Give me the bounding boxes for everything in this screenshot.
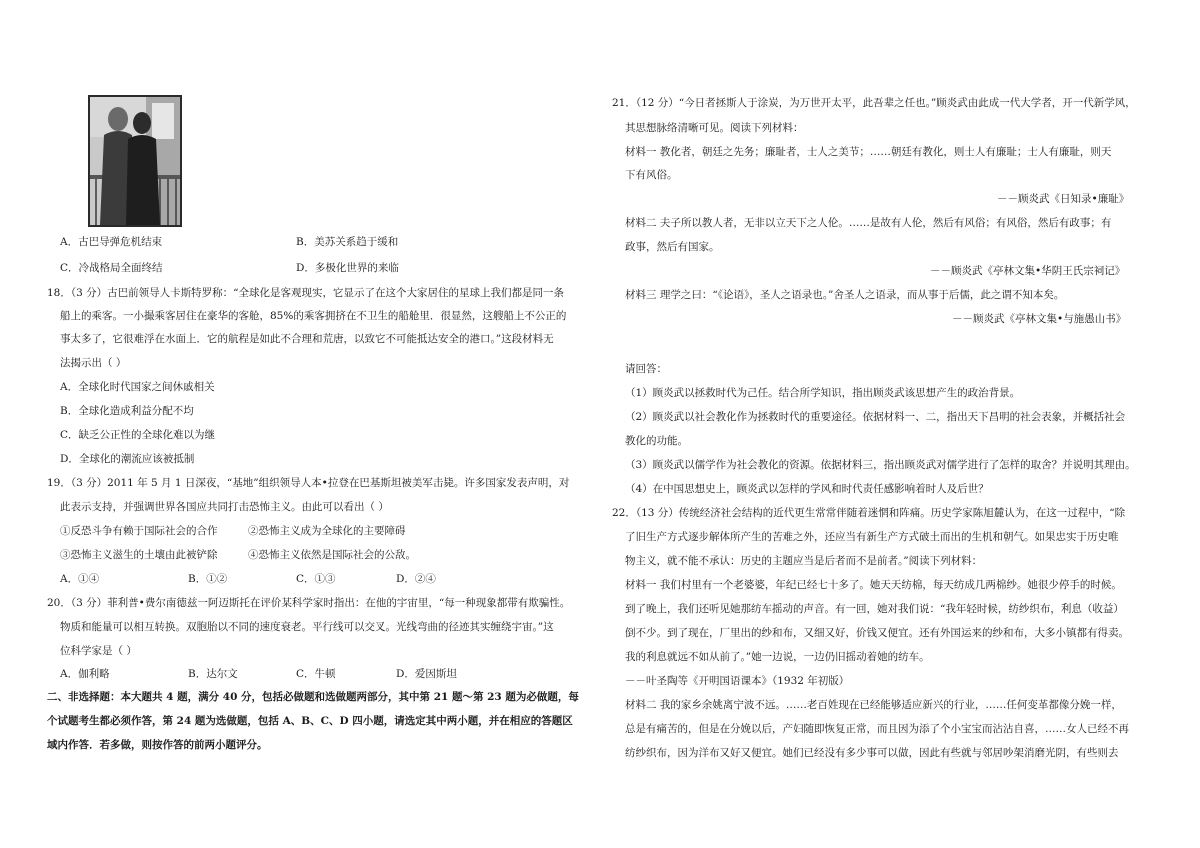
q19-statement-1: ①反恐斗争有赖于国际社会的合作: [60, 525, 218, 537]
q18-stem-line-4: 法揭示出（ ）: [60, 357, 127, 369]
q22-material-1-line-2: 到了晚上，我们还听见她那纺车摇动的声音。有一回，她对我们说：“我年轻时候，纺纱织布，利息（收益）: [625, 603, 1124, 615]
q19-option-b: B．①②: [188, 573, 228, 585]
q18-option-a: A．全球化时代国家之间休戚相关: [60, 381, 215, 393]
q21-material-1-line-1: 材料一 教化者，朝廷之先务；廉耻者，士人之美节；……朝廷有教化，则士人有廉耻；士人有廉耻，则天: [625, 146, 1112, 158]
q21-part-2-line-1: （2）顾炎武以社会教化作为拯救时代的重要途径。依据材料一、二，指出天下昌明的社会表象，并概括社会: [625, 411, 1126, 423]
q21-stem-line-1: 21．（12 分）“今日者拯斯人于涂炭，为万世开太平，此吾辈之任也。”顾炎武由此成一代大学者，开一代新学风，: [612, 97, 1136, 109]
q18-stem-line-2: 船上的乘客。一小撮乘客居住在豪华的客舱，85%的乘客拥挤在不卫生的船舱里．很显然，这艘船上不公正的: [60, 310, 567, 322]
q22-material-1-line-3: 倒不少。到了现在，厂里出的纱和布，又细又好，价钱又便宜。还有外国运来的纱和布，大多小镇都有得卖。: [625, 627, 1129, 639]
q22-stem-line-3: 物主义，就不能不承认：历史的主题应当是后者而不是前者。”阅读下列材料：: [625, 555, 983, 567]
q22-stem-line-2: 了旧生产方式逐步解体所产生的苦难之外，还应当有新生产方式破土而出的生机和朝气。如果忠实于历史唯: [625, 531, 1119, 543]
q19-option-c: C．①③: [296, 573, 336, 585]
q21-material-2-line-1: 材料二 夫子所以教人者，无非以立天下之人伦。……是故有人伦，然后有风俗；有风俗，然后有政事；有: [625, 217, 1112, 229]
q17-option-c: C．冷战格局全面终结: [60, 262, 163, 274]
q22-material-2-line-3: 纺纱织布，因为洋布又好又便宜。她们已经没有多少事可以做，因此有些就与邻居吵架消磨光阴，有些则去: [625, 747, 1119, 759]
q21-source-3: －－顾炎武《亭林文集•与施愚山书》: [952, 313, 1127, 325]
q19-stem-line-1: 19．（3 分）2011 年 5 月 1 日深夜，“基地”组织领导人本•拉登在巴基斯坦被美军击毙。许多国家发表声明，对: [47, 477, 570, 489]
q22-material-1-line-1: 材料一 我们村里有一个老婆婆，年纪已经七十多了。她天天纺棉，每天纺成几两棉纱。她很少停手的时候。: [625, 579, 1122, 591]
q21-material-1-line-2: 下有风俗。: [625, 169, 678, 181]
q21-prompt: 请回答：: [625, 363, 667, 375]
q21-part-4: （4）在中国思想史上，顾炎武以怎样的学风和时代责任感影响着时人及后世？: [625, 483, 989, 495]
section2-heading-line-1: 二、非选择题：本大题共 4 题，满分 40 分，包括必做题和选做题两部分，其中第 21 题～第 23 题为必做题，每: [47, 691, 579, 703]
q19-statement-4: ④恐怖主义依然是国际社会的公敌。: [248, 549, 416, 561]
q20-stem-line-3: 位科学家是（ ）: [60, 645, 137, 657]
q20-option-a: A．伽利略: [60, 668, 110, 680]
q19-statement-3: ③恐怖主义滋生的土壤由此被铲除: [60, 549, 218, 561]
q21-source-1: －－顾炎武《日知录•廉耻》: [997, 193, 1130, 205]
question-photo: [88, 95, 182, 227]
section2-heading-line-3: 域内作答．若多做，则按作答的前两小题评分。: [47, 739, 268, 751]
q22-material-1-line-4: 我的利息就远不如从前了。”她一边说，一边仍旧摇动着她的纺车。: [625, 651, 930, 663]
q22-material-2-line-1: 材料二 我的家乡余姚离宁波不远。……老百姓现在已经能够适应新兴的行业，……任何变革都像分娩一样，: [625, 699, 1122, 711]
q17-option-b: B．美苏关系趋于缓和: [296, 236, 399, 248]
q20-option-c: C．牛顿: [296, 668, 336, 680]
q20-option-b: B．达尔文: [188, 668, 238, 680]
q20-stem-line-2: 物质和能量可以相互转换。双胞胎以不同的速度衰老。平行线可以交叉。光线弯曲的径迹其实缠绕宇宙。”这: [60, 621, 554, 633]
q18-option-b: B．全球化造成利益分配不均: [60, 405, 194, 417]
q20-stem-line-1: 20．（3 分）菲利普•费尔南德兹一阿迈斯托在评价某科学家时指出：在他的宇宙里，“每一种现象都带有欺骗性。: [47, 597, 571, 609]
section2-heading-line-2: 个试题考生都必须作答，第 24 题为选做题，包括 A、B、C、D 四小题，请选定其中两小题，并在相应的答题区: [47, 715, 573, 727]
photo-two-figures-balcony: [90, 97, 180, 225]
q19-option-a: A．①④: [60, 573, 100, 585]
q19-option-d: D．②④: [396, 573, 436, 585]
q20-option-d: D．爱因斯坦: [396, 668, 457, 680]
q18-option-c: C．缺乏公正性的全球化难以为继: [60, 429, 216, 441]
q21-part-2-line-2: 教化的功能。: [625, 435, 688, 447]
q21-material-3: 材料三 理学之曰：“《论语》，圣人之语录也。”舍圣人之语录，而从事于后儒，此之谓不知本矣。: [625, 289, 1065, 301]
q22-source-1: －－叶圣陶等《开明国语课本》（1932 年初版）: [625, 675, 850, 687]
q18-stem-line-1: 18．（3 分）古巴前领导人卡斯特罗称：“全球化是客观现实，它显示了在这个大家居住的星球上我们都是同一条: [47, 287, 564, 299]
q17-option-a: A．古巴导弹危机结束: [60, 236, 163, 248]
q17-option-d: D．多极化世界的来临: [296, 262, 399, 274]
q21-source-2: －－顾炎武《亭林文集•华阴王氏宗祠记》: [930, 265, 1126, 277]
q22-stem-line-1: 22．（13 分）传统经济社会结构的近代更生常常伴随着迷惘和阵痛。历史学家陈旭麓认为，在这一过程中，“除: [612, 507, 1126, 519]
q19-stem-line-2: 此表示支持，并强调世界各国应共同打击恐怖主义。由此可以看出（ ）: [60, 501, 389, 513]
q21-stem-line-2: 其思想脉络清晰可见。阅读下列材料：: [625, 122, 804, 134]
q19-statement-2: ②恐怖主义成为全球化的主要障碍: [248, 525, 406, 537]
q18-option-d: D．全球化的潮流应该被抵制: [60, 453, 195, 465]
q22-material-2-line-2: 总是有痛苦的，但是在分娩以后，产妇随即恢复正常，而且因为添了个小宝宝而沾沾自喜，……女人已经不再: [625, 723, 1129, 735]
q18-stem-line-3: 事太多了，它很难浮在水面上．它的航程是如此不合理和荒唐，以致它不可能抵达安全的港口。”这段材料无: [60, 333, 554, 345]
q21-part-3: （3）顾炎武以儒学作为社会教化的资源。依据材料三，指出顾炎武对儒学进行了怎样的取舍？并说明其理由。: [625, 459, 1136, 471]
q21-material-2-line-2: 政事，然后有国家。: [625, 241, 720, 253]
q21-part-1: （1）顾炎武以拯救时代为己任。结合所学知识，指出顾炎武该思想产生的政治背景。: [625, 387, 1021, 399]
